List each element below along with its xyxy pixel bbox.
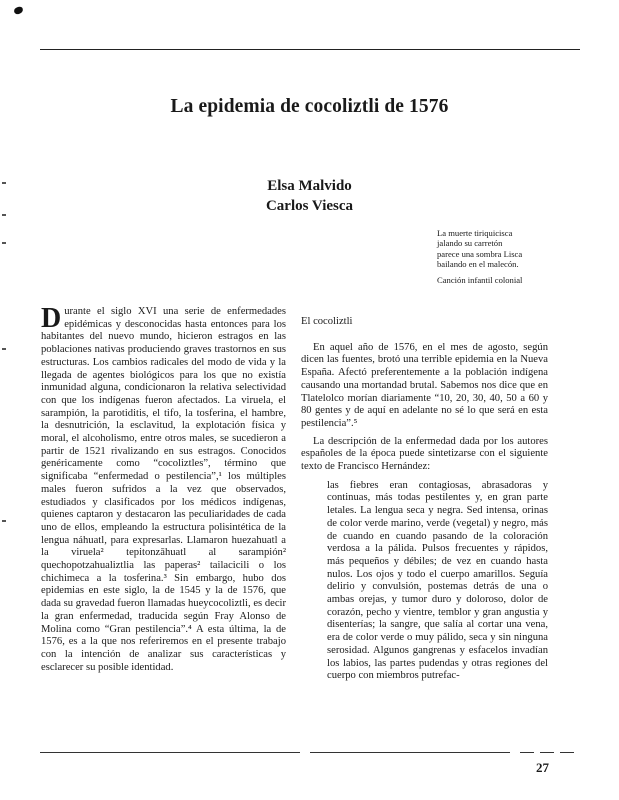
author-name: Elsa Malvido	[267, 178, 352, 194]
top-rule	[40, 49, 580, 50]
page-number: 27	[536, 760, 549, 775]
epigraph-line: parece una sombra Lisca	[437, 248, 523, 259]
body-paragraph: La descripción de la enfermedad dada por los autores españoles de la época puede sintetizarse con el siguiente texto de Francisco Hernández:	[301, 435, 548, 473]
margin-tick	[2, 242, 6, 244]
epigraph-line: bailando en el malecón.	[437, 258, 519, 269]
bottom-rule	[310, 752, 510, 753]
epigraph-line: La muerte tiriquicisca	[437, 228, 513, 238]
right-column	[301, 316, 548, 683]
margin-tick	[2, 520, 6, 522]
drop-cap: D	[41, 303, 62, 334]
section-heading: El cocoliztli	[301, 316, 353, 327]
bottom-rule	[40, 752, 300, 753]
margin-tick	[2, 348, 6, 350]
epigraph-line: jalando su carretón	[437, 238, 503, 249]
ink-blot-mark	[13, 6, 24, 15]
article-title: La epidemia de cocoliztli de 1576	[170, 96, 449, 117]
epigraph-source: Canción infantil colonial	[437, 275, 523, 286]
bottom-rule	[520, 752, 534, 753]
bottom-rule	[560, 752, 574, 753]
author-name: Carlos Viesca	[265, 198, 354, 214]
block-quote: las fiebres eran contagiosas, abrasadoras y continuas, más todas pestilentes y, en gran parte letales. La lengua seca y negra. Sed intensa, orinas de color verde marino, verde (vegetal) y negro, más de cuando en cuando pasando de la coloración verdosa a la pálida. Pulsos frecuentes y rápidos, más pequeños y débiles; de vez en cuando hasta nulos. Los ojos y todo el cuerpo amarillos. Seguía delirio y convulsión, postemas detrás de una o ambas orejas, y tumor duro y doloroso, dolor de corazón, pecho y vientre, temblor y gran angustia y disenterías; la sangre, que salía al cortar una vena, era de color verde o muy pálido, seca y sin ninguna serosidad. Algunos gangrenas y esfacelos invadían los labios, las partes pudendas y otras regiones del cuerpo con miembros putrefac-	[327, 479, 548, 682]
bottom-rule	[540, 752, 554, 753]
epigraph	[437, 228, 612, 285]
body-paragraph: En aquel año de 1576, en el mes de agosto, según dicen las fuentes, brotó una terrible epidemia en la Nueva España. Afectó preferentemente a la población indígena causando una mortandad brutal. Sabemos nos dice que en Tlatelolco morían diariamente “10, 20, 30, 40, 50 a 60 y 80 gentes y de aquí en adelante no sé lo que será en esta pestilencia”.⁵	[301, 341, 548, 429]
body-paragraph: urante el siglo XVI una serie de enfermedades epidémicas y desconocidas hasta entonces para los habitantes del nuevo mundo, hicieron estragos en las poblaciones nativas produciendo graves trastornos en sus estructuras. Los cambios radicales del modo de vida y la llegada de agentes biológicos para los que no existía inmunidad alguna, condicionaron la relativa selectividad con que los indígenas fueron afectados. La viruela, el sarampión, la parotiditis, el tifo, la tosferina, el hambre, la desnutrición, la esclavitud, la explotación física y moral, el alcoholismo, entre otros males, se sucedieron a partir de 1521 rivalizando en sus estragos. Conocidos genéricamente como “cocoliztles”, término que significaba “enfermedad o pestilencia”,¹ los múltiples males fueron sufridos a la vez que observados, estudiados y clasificados por los médicos indígenas, quienes captaron y destacaron las peculiaridades de cada uno de ellos, empleando la estructura polisintética de la lengua náhuatl, para expresarlas. Llamaron huezahuatl a la viruela² tepitonzāhuatl al sarampión² quechopotzahualiztlia las paperas² tailacicili o los chichimeca a la tosferina.³ Sin embargo, hubo dos epidemias en este siglo, la de 1545 y la de 1576, que dada su gravedad fueron llamadas hueycocoliztli, es decir la gran enfermedad, traducida según Fray Alonso de Molina como “Gran pestilencia”.⁴ A esta última, la de 1576, es a la que nos referiremos en el presente trabajo con la intención de analizar sus características y esclarecer su posible identidad.	[41, 306, 286, 673]
left-column	[41, 303, 286, 674]
